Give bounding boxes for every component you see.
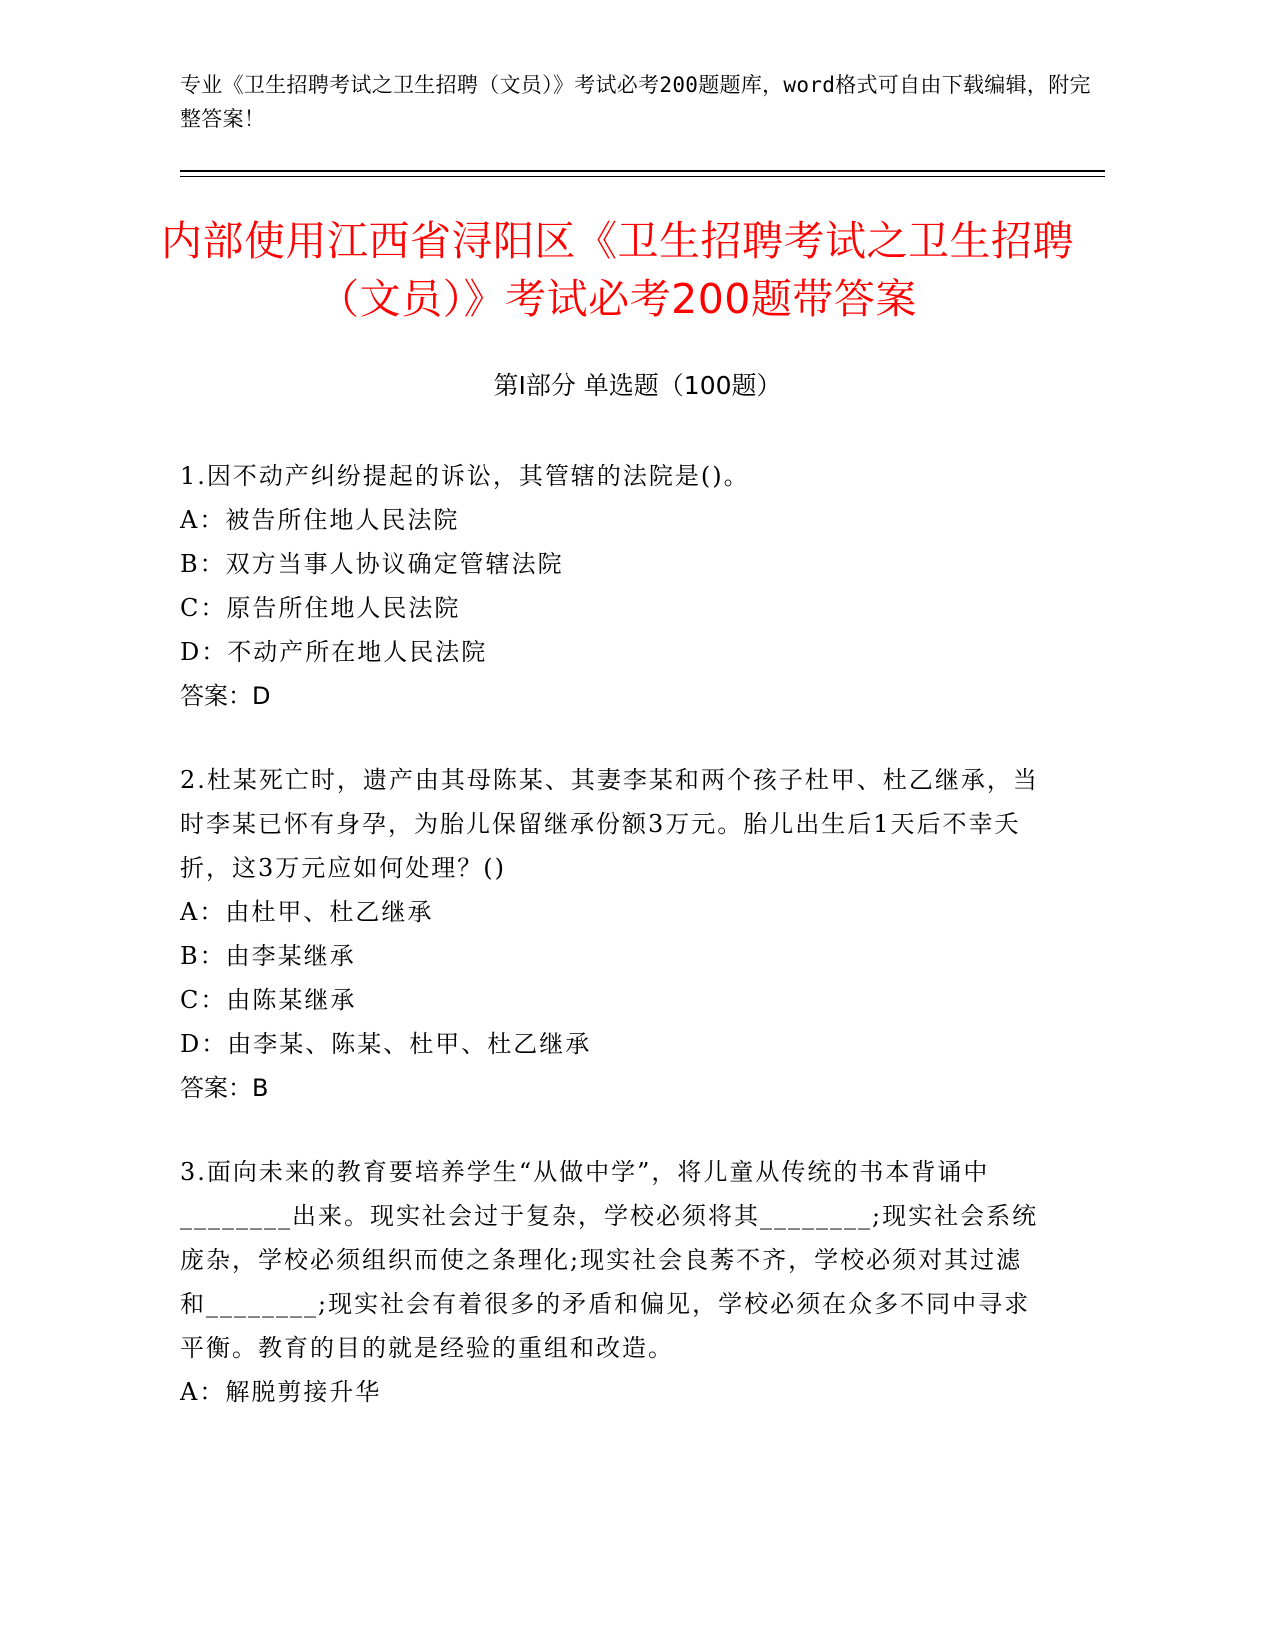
answer-line: 答案：B bbox=[180, 1074, 269, 1102]
section-heading: 第Ⅰ部分 单选题（100题） bbox=[493, 371, 782, 400]
question-text: 3.面向未来的教育要培养学生“从做中学”，将儿童从传统的书本背诵中________出来。现实社会过于复杂，学校必须将其________;现实社会系统庞杂，学校必须组织而使之条理化;现实社会良莠不齐，学校必须对其过滤和________;现实社会有着很多的矛盾和偏见，学校必须在众多不同中寻求平衡。教育的目的就是经验的重组和改造。 bbox=[180, 1158, 1039, 1362]
option-a: A：被告所住地人民法院 bbox=[180, 506, 460, 534]
question-3 bbox=[180, 1150, 1040, 1414]
option-c: C：由陈某继承 bbox=[180, 986, 357, 1014]
question-list bbox=[180, 454, 1040, 1454]
question-2 bbox=[180, 758, 1040, 1110]
document-title: 内部使用江西省浔阳区《卫生招聘考试之卫生招聘（文员）》考试必考200题带答案 bbox=[161, 217, 1074, 323]
page-header-note: 专业《卫生招聘考试之卫生招聘（文员）》考试必考200题题库，word格式可自由下载编辑，附完整答案！ bbox=[180, 73, 1091, 131]
option-c: C：原告所住地人民法院 bbox=[180, 594, 461, 622]
option-d: D：由李某、陈某、杜甲、杜乙继承 bbox=[180, 1030, 592, 1058]
question-text: 2.杜某死亡时，遗产由其母陈某、其妻李某和两个孩子杜甲、杜乙继承，当时李某已怀有身孕，为胎儿保留继承份额3万元。胎儿出生后1天后不幸夭折，这3万元应如何处理？() bbox=[180, 766, 1039, 882]
question-text: 1.因不动产纠纷提起的诉讼，其管辖的法院是()。 bbox=[180, 462, 750, 490]
header-divider-thin bbox=[180, 176, 1105, 177]
option-b: B：由李某继承 bbox=[180, 942, 356, 970]
option-b: B：双方当事人协议确定管辖法院 bbox=[180, 550, 564, 578]
option-d: D：不动产所在地人民法院 bbox=[180, 638, 488, 666]
option-a: A：解脱剪接升华 bbox=[180, 1378, 382, 1406]
question-1 bbox=[180, 454, 1040, 718]
header-divider-thick bbox=[180, 170, 1105, 172]
option-a: A：由杜甲、杜乙继承 bbox=[180, 898, 434, 926]
answer-line: 答案：D bbox=[180, 682, 271, 710]
